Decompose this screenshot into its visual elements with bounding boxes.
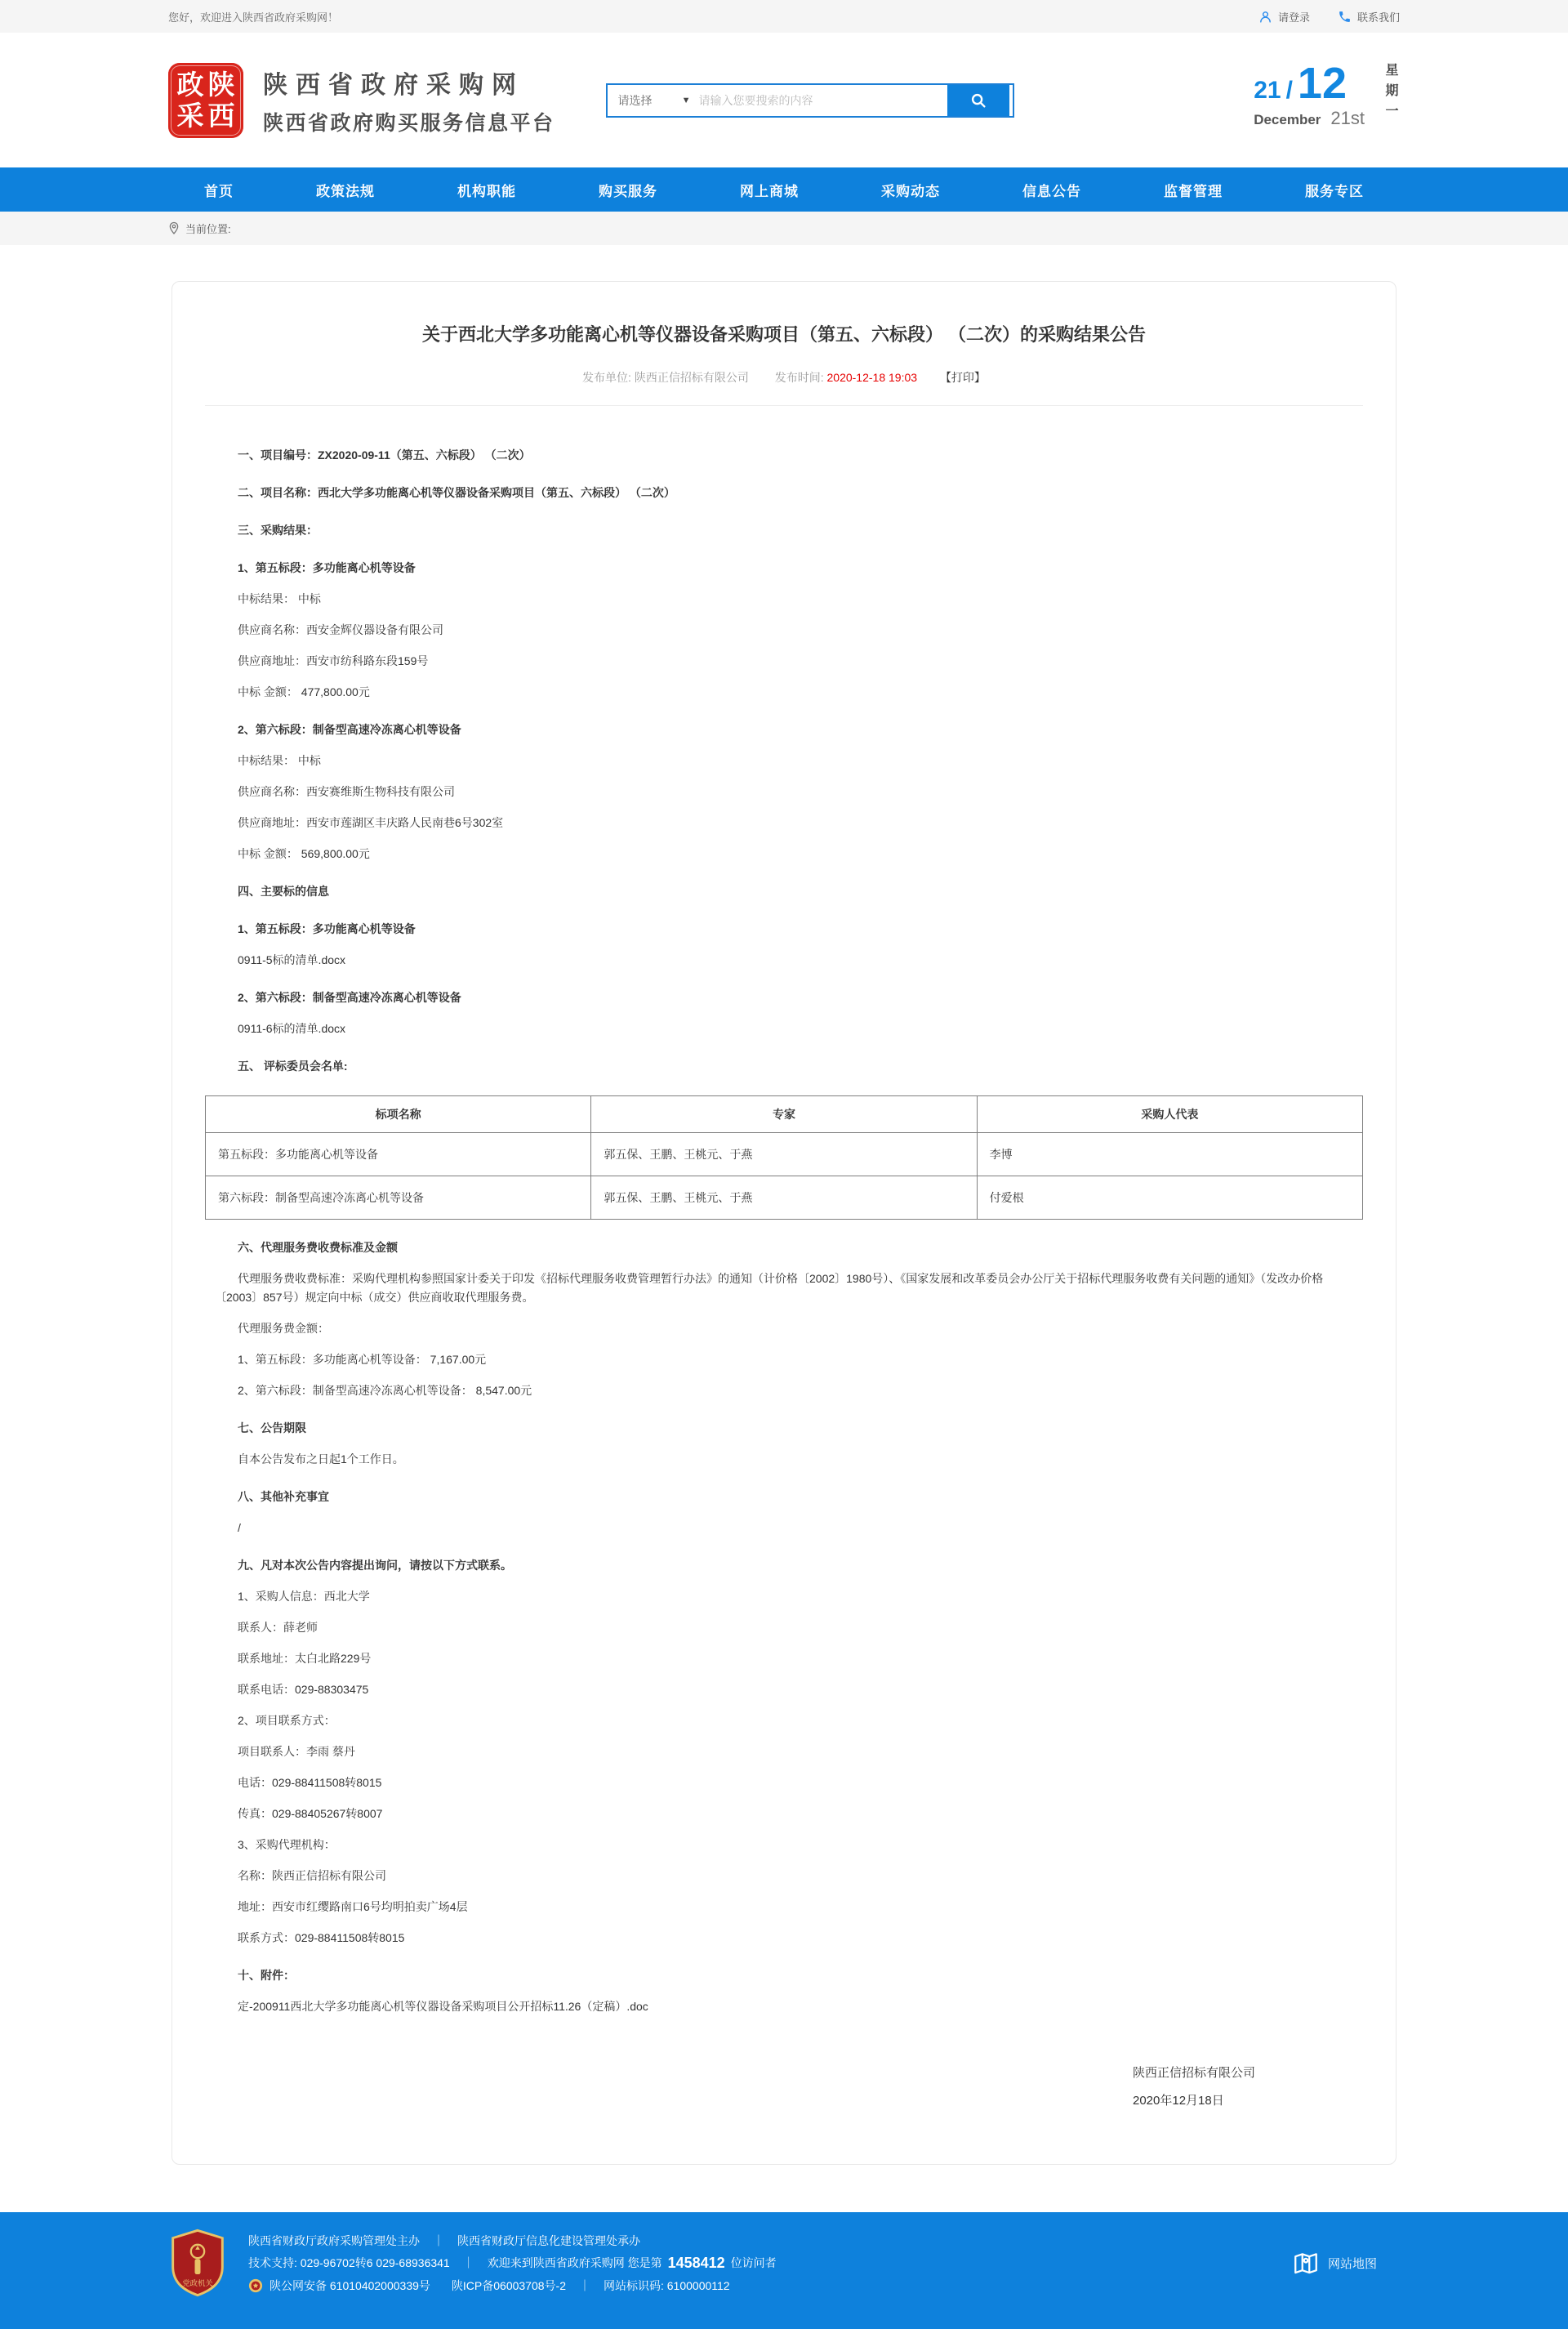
- article-block: 电话：029-88411508转8015: [238, 1775, 382, 1789]
- search-category-select[interactable]: [608, 92, 699, 109]
- article-heading: 四、主要标的信息: [238, 884, 329, 898]
- site-logo[interactable]: [168, 63, 555, 138]
- login-label: 请登录: [1277, 11, 1310, 24]
- site-title: 陕西省政府采购网: [263, 71, 524, 99]
- article-heading: 九、凡对本次公告内容提出询问，请按以下方式联系。: [238, 1558, 512, 1572]
- main-content: [0, 245, 1568, 2212]
- nav-item[interactable]: 采购动态: [881, 183, 940, 199]
- table-row: [206, 1176, 1363, 1219]
- signature-company: 陕西正信招标有限公司: [1132, 2065, 1255, 2080]
- icp-beian-link[interactable]: 陕ICP备06003708号-2: [451, 2278, 566, 2292]
- breadcrumb: 当前位置:: [185, 223, 231, 235]
- login-link[interactable]: [1258, 9, 1310, 25]
- article-block: 传真：029-88405267转8007: [238, 1806, 383, 1820]
- article-block: /: [238, 1520, 241, 1534]
- article-block: 2、项目联系方式：: [238, 1713, 336, 1727]
- contact-link[interactable]: [1338, 9, 1400, 25]
- logo-seal: 政 陕 采 西: [168, 63, 243, 138]
- article-heading: 三、采购结果：: [238, 523, 318, 537]
- svg-text:党政机关: 党政机关: [182, 2279, 213, 2288]
- article-block: 1、第五标段：多功能离心机等设备： 7,167.00元: [238, 1352, 487, 1366]
- search-input[interactable]: [699, 85, 947, 116]
- location-pin-icon: [168, 221, 180, 235]
- breadcrumb-bar: [0, 212, 1568, 245]
- print-button[interactable]: 【打印】: [939, 370, 986, 384]
- article-block: 2、第六标段：制备型高速冷冻离心机等设备： 8,547.00元: [238, 1383, 532, 1397]
- article-block: 代理服务费金额：: [238, 1321, 329, 1335]
- main-nav: [0, 167, 1568, 212]
- article-heading: 七、公告期限: [238, 1421, 306, 1434]
- cell-item-name: 第五标段：多功能离心机等设备: [206, 1132, 591, 1176]
- article-block: 项目联系人：李雨 蔡丹: [238, 1744, 355, 1758]
- footer-support: 技术支持: 029-96702转6 029-68936341: [248, 2256, 450, 2270]
- article-block: 中标结果： 中标: [238, 753, 321, 767]
- sitemap-link[interactable]: [1292, 2249, 1377, 2277]
- footer-host-1: 陕西省财政厅政府采购管理处主办: [248, 2233, 420, 2247]
- nav-item[interactable]: 信息公告: [1022, 183, 1081, 199]
- article-block: 联系地址：太白北路229号: [238, 1651, 372, 1665]
- attachment-link[interactable]: 定-200911西北大学多功能离心机等仪器设备采购项目公开招标11.26（定稿）.doc: [238, 1999, 648, 2013]
- attachment-link[interactable]: 0911-5标的清单.docx: [238, 953, 346, 966]
- page-title: 关于西北大学多功能离心机等仪器设备采购项目（第五、六标段） （二次）的采购结果公告: [421, 324, 1147, 345]
- article-block: 联系方式：029-88411508转8015: [238, 1930, 405, 1944]
- article-heading: 2、第六标段：制备型高速冷冻离心机等设备: [238, 722, 461, 736]
- nav-item[interactable]: 网上商城: [740, 183, 799, 199]
- site-subtitle: 陕西省政府购买服务信息平台: [263, 111, 555, 135]
- date-widget: [1254, 58, 1400, 138]
- article-block: 名称：陕西正信招标有限公司: [238, 1868, 386, 1882]
- article-heading: 八、其他补充事宜: [238, 1489, 329, 1503]
- date-day: 21: [1254, 76, 1281, 104]
- gongan-beian-link[interactable]: 陕公网安备 61010402000339号: [270, 2278, 430, 2292]
- nav-item[interactable]: 服务专区: [1305, 183, 1364, 199]
- nav-item[interactable]: 监督管理: [1164, 183, 1223, 199]
- publisher-name: 陕西正信招标有限公司: [634, 370, 749, 384]
- phone-icon: [1338, 10, 1352, 24]
- article-block: 3、采购代理机构：: [238, 1837, 336, 1851]
- publisher-label: 发布单位:: [582, 370, 635, 384]
- article-block: 中标结果： 中标: [238, 591, 321, 605]
- search-icon: [969, 91, 987, 109]
- article-block: 中标 金额： 569,800.00元: [238, 846, 370, 860]
- attachment-link[interactable]: 0911-6标的清单.docx: [238, 1021, 346, 1035]
- footer: [0, 2212, 1568, 2329]
- search-category-value: 请选择: [617, 93, 653, 107]
- table-row: [206, 1132, 1363, 1176]
- cell-buyer-rep: 付爱根: [977, 1176, 1362, 1219]
- footer-host-line: 陕西省财政厅政府采购管理处主办 ｜ 陕西省财政厅信息化建设管理处承办: [248, 2233, 640, 2247]
- sitemap-map-icon: [1292, 2249, 1320, 2277]
- user-icon: [1258, 10, 1272, 24]
- article-block: 供应商地址：西安市莲湖区丰庆路人民南巷6号302室: [238, 815, 504, 829]
- article-card: [172, 281, 1396, 2165]
- footer-visitor-suffix: 位访问者: [730, 2256, 777, 2270]
- publish-time-label: 发布时间:: [774, 370, 827, 384]
- signature-date: 2020年12月18日: [1132, 2093, 1224, 2108]
- article-heading: 六、代理服务费收费标准及金额: [238, 1240, 398, 1254]
- date-separator: /: [1285, 76, 1293, 104]
- footer-beian-line: 陕公网安备 61010402000339号 陕ICP备06003708号-2 ｜ 网站标识码: 6100000112: [248, 2278, 1271, 2294]
- article-heading: 二、项目名称：西北大学多功能离心机等仪器设备采购项目（第五、六标段） （二次）: [238, 485, 675, 499]
- table-header-cell: 专家: [591, 1095, 977, 1132]
- government-emblem-icon: [168, 2229, 227, 2297]
- article-signature: [215, 2055, 1353, 2119]
- cell-experts: 郭五保、王鹏、王桃元、于燕: [591, 1132, 977, 1176]
- date-ordinal: 21st: [1330, 107, 1365, 128]
- article-block: 自本公告发布之日起1个工作日。: [238, 1452, 404, 1466]
- footer-support-line: 技术支持: 029-96702转6 029-68936341 ｜ 欢迎来到陕西省政府采购网 您是第 1458412 位访问者: [248, 2254, 777, 2271]
- search-box: [606, 83, 1014, 118]
- cell-buyer-rep: 李博: [977, 1132, 1362, 1176]
- article-heading: 1、第五标段：多功能离心机等设备: [238, 560, 416, 574]
- article-heading: 1、第五标段：多功能离心机等设备: [238, 921, 416, 935]
- article-block: 1、采购人信息：西北大学: [238, 1589, 370, 1603]
- article-body: [205, 406, 1363, 2119]
- topbar: [0, 0, 1568, 33]
- article-heading: 一、项目编号：ZX2020-09-11（第五、六标段） （二次）: [238, 448, 531, 462]
- committee-table: [205, 1095, 1363, 1220]
- sitemap-label: 网站地图: [1327, 2256, 1377, 2271]
- article-block: 供应商名称：西安赛维斯生物科技有限公司: [238, 784, 455, 798]
- article-meta: [205, 369, 1363, 386]
- weekday-label: 星期一: [1383, 62, 1397, 124]
- cell-experts: 郭五保、王鹏、王桃元、于燕: [591, 1176, 977, 1219]
- chevron-down-icon: ▼: [681, 95, 691, 105]
- footer-host-2: 陕西省财政厅信息化建设管理处承办: [457, 2233, 640, 2247]
- cell-item-name: 第六标段：制备型高速冷冻离心机等设备: [206, 1176, 591, 1219]
- table-header-cell: 标项名称: [206, 1095, 591, 1132]
- nav-item[interactable]: 首页: [204, 183, 234, 199]
- site-header: [0, 33, 1568, 167]
- contact-label: 联系我们: [1356, 11, 1400, 24]
- table-header-row: [206, 1095, 1363, 1132]
- article-block: 联系电话：029-88303475: [238, 1682, 369, 1696]
- visitor-count: 1458412: [667, 2254, 725, 2271]
- nav-item[interactable]: 政策法规: [316, 183, 375, 199]
- article-block: 地址：西安市红缨路南口6号均明拍卖广场4层: [238, 1899, 468, 1913]
- article-block: 中标 金额： 477,800.00元: [238, 685, 370, 698]
- site-code: 网站标识码: 6100000112: [603, 2278, 730, 2292]
- nav-item[interactable]: 购买服务: [599, 183, 657, 199]
- publish-time: 2020-12-18 19:03: [826, 370, 918, 384]
- article-block: 联系人：薛老师: [238, 1620, 318, 1634]
- nav-item[interactable]: 机构职能: [457, 183, 516, 199]
- date-month: 12: [1297, 58, 1347, 108]
- article-block: 供应商地址：西安市纺科路东段159号: [238, 654, 429, 667]
- date-month-name: December: [1254, 111, 1321, 127]
- article-block: 供应商名称：西安金辉仪器设备有限公司: [238, 622, 443, 636]
- article-heading: 2、第六标段：制备型高速冷冻离心机等设备: [238, 990, 461, 1004]
- welcome-text: 您好，欢迎进入陕西省政府采购网！: [168, 11, 339, 24]
- police-badge-icon: [248, 2278, 263, 2293]
- footer-visitor-prefix: 欢迎来到陕西省政府采购网 您是第: [487, 2256, 662, 2270]
- article-heading: 五、 评标委员会名单:: [238, 1059, 348, 1073]
- article-block: 代理服务费收费标准：采购代理机构参照国家计委关于印发《招标代理服务收费管理暂行办法》的通知（计价格〔2002〕1980号）、《国家发展和改革委员会办公厅关于招标代理服务收费有关问题的通知》（发改办价格〔2003〕857号）规定向中标（成交）供应商收取代理服务费。: [215, 1271, 1324, 1304]
- article-heading: 十、附件：: [238, 1968, 295, 1982]
- table-header-cell: 采购人代表: [977, 1095, 1362, 1132]
- search-button[interactable]: [947, 85, 1009, 116]
